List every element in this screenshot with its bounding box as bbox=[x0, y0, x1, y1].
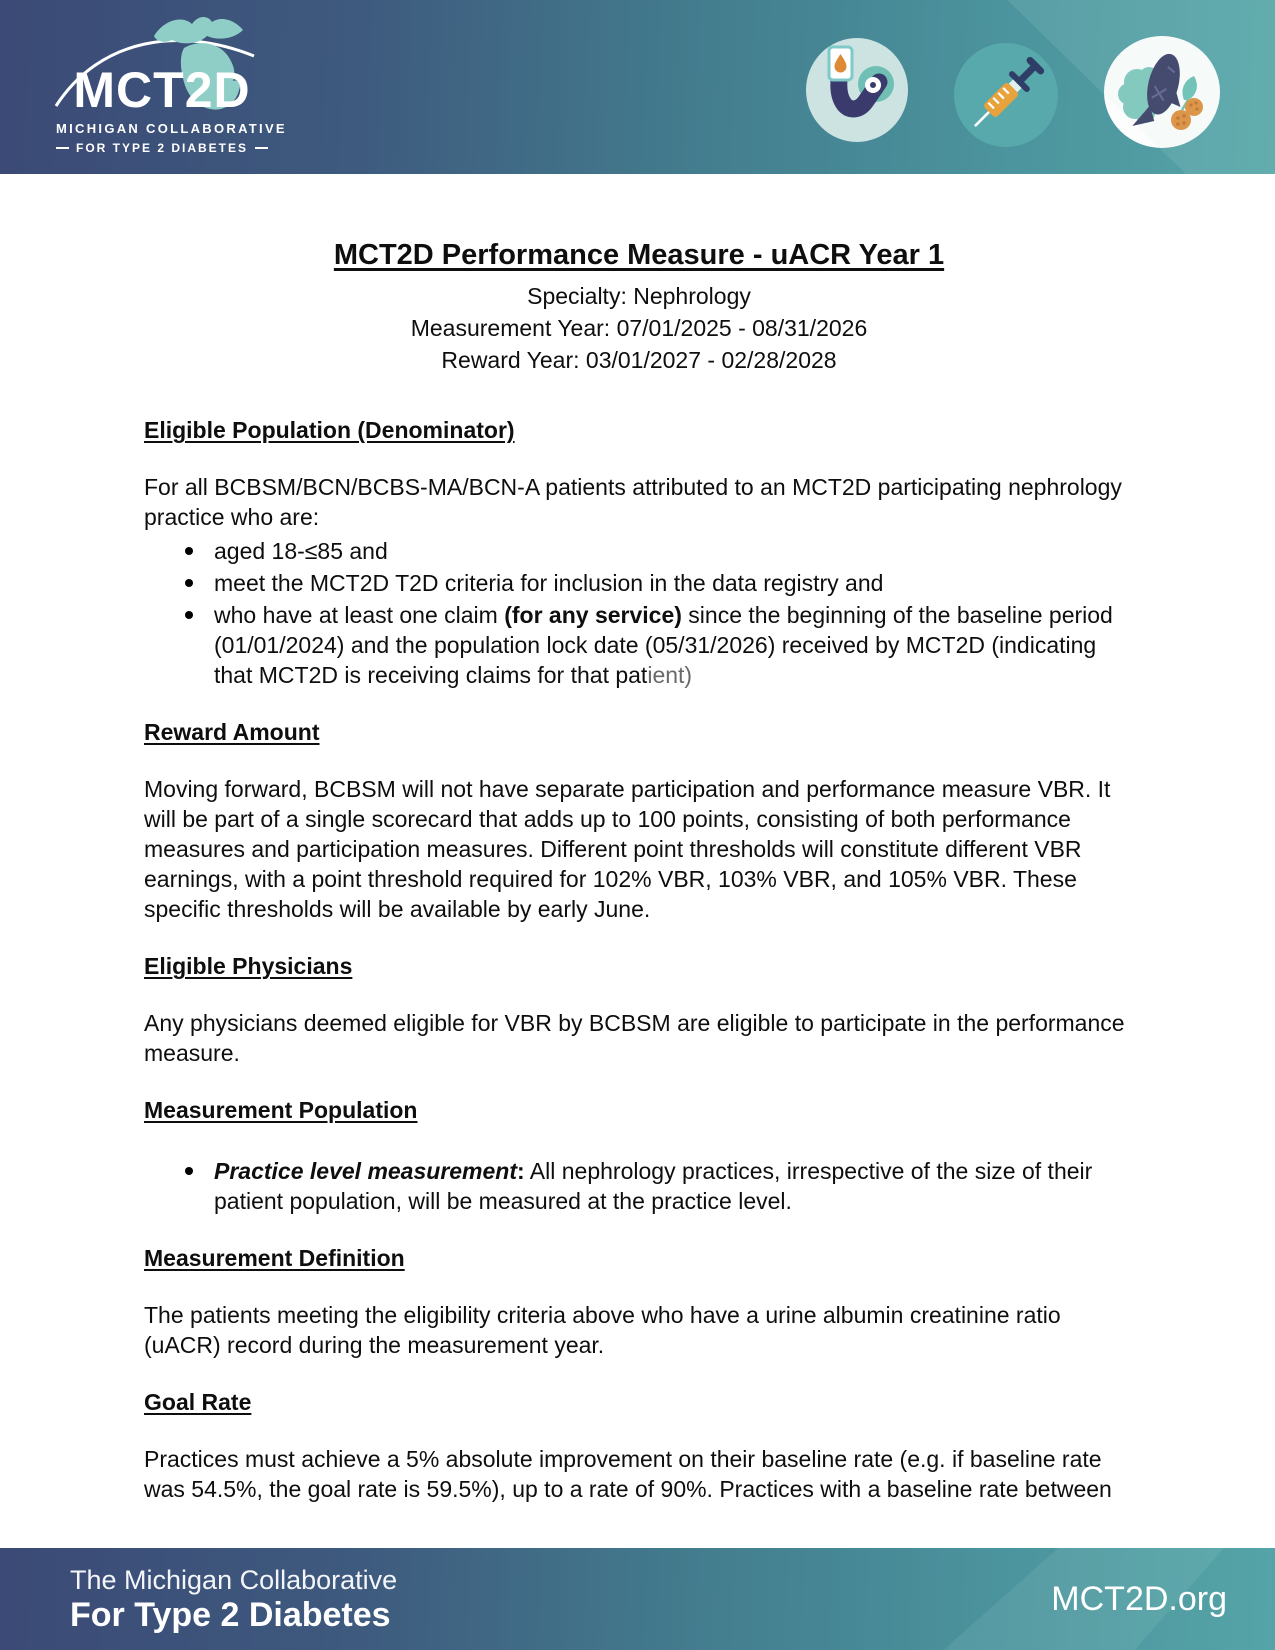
footer-content bbox=[0, 1548, 1275, 1650]
list-item: Practice level measurement: All nephrology practices, irrespective of the size of their patient population, will be measured at the practice level. bbox=[214, 1156, 1134, 1216]
heading-eligible-physicians: Eligible Physicians bbox=[144, 953, 353, 979]
tagline-text: FOR TYPE 2 DIABETES bbox=[75, 141, 249, 155]
tagline-right-dash bbox=[255, 147, 268, 149]
list-item: who have at least one claim (for any service) since the beginning of the baseline period (01/01/2024) and the population lock date (05/31/2026) received by MCT2D (indicating that MCT2D is receiving claims for that patient) bbox=[214, 600, 1134, 690]
paragraph-reward-amount: Moving forward, BCBSM will not have separate participation and performance measure VBR. It will be part of a single scorecard that adds up to 100 points, consisting of both performance measures and participation measures. Different point thresholds will constitute different VBR earnings, with a point threshold required for 102% VBR, 103% VBR, and 105% VBR. These specific thresholds will be available by early June. bbox=[144, 776, 1111, 922]
measurement-population-bullet-list bbox=[144, 1156, 1134, 1216]
title-block bbox=[144, 174, 1134, 388]
glucose-check-icon bbox=[806, 38, 908, 142]
mct2d-logo bbox=[56, 24, 287, 155]
heading-measurement-population: Measurement Population bbox=[144, 1097, 418, 1123]
document-body bbox=[144, 174, 1134, 1504]
footer-org-line1: The Michigan Collaborative bbox=[70, 1564, 398, 1595]
paragraph-eligible-physicians: Any physicians deemed eligible for VBR by BCBSM are eligible to participate in the performance measure. bbox=[144, 1010, 1125, 1066]
heading-eligible-population: Eligible Population (Denominator) bbox=[144, 417, 515, 443]
header-icons bbox=[806, 38, 1220, 148]
subtitle-specialty: Specialty: Nephrology bbox=[527, 283, 751, 309]
subtitle-reward-year: Reward Year: 03/01/2027 - 02/28/2028 bbox=[441, 347, 837, 373]
tagline-left-dash bbox=[56, 147, 69, 149]
eligible-population-bullet-list bbox=[144, 536, 1134, 690]
healthy-meal-icon bbox=[1104, 36, 1220, 148]
list-item: aged 18-≤85 and bbox=[214, 536, 1134, 566]
subtitle-measurement-year: Measurement Year: 07/01/2025 - 08/31/2026 bbox=[410, 315, 868, 341]
list-item: meet the MCT2D T2D criteria for inclusion in the data registry and bbox=[214, 568, 1134, 598]
logo-subtitle: MICHIGAN COLLABORATIVE bbox=[56, 121, 287, 136]
document-title: MCT2D Performance Measure - uACR Year 1 bbox=[333, 239, 945, 271]
footer-org-name bbox=[70, 1565, 397, 1634]
header-banner bbox=[0, 0, 1275, 174]
footer-website: MCT2D.org bbox=[1051, 1579, 1227, 1618]
logo-tagline bbox=[56, 141, 268, 155]
paragraph-eligible-population-intro: For all BCBSM/BCN/BCBS-MA/BCN-A patients attributed to an MCT2D participating nephrology practice who are: bbox=[144, 474, 1122, 530]
footer-banner bbox=[0, 1548, 1275, 1650]
footer-org-line2: For Type 2 Diabetes bbox=[70, 1595, 391, 1634]
heading-measurement-definition: Measurement Definition bbox=[144, 1245, 405, 1271]
heading-goal-rate: Goal Rate bbox=[144, 1389, 252, 1415]
paragraph-measurement-definition: The patients meeting the eligibility criteria above who have a urine albumin creatinine ratio (uACR) record during the measurement year. bbox=[144, 1302, 1061, 1358]
logo-wordmark: MCT2D bbox=[73, 62, 251, 118]
heading-reward-amount: Reward Amount bbox=[144, 719, 320, 745]
insulin-syringe-icon bbox=[954, 43, 1058, 147]
paragraph-goal-rate: Practices must achieve a 5% absolute improvement on their baseline rate (e.g. if baseline rate was 54.5%, the goal rate is 59.5%), up to a rate of 90%. Practices with a baseline rate between bbox=[144, 1446, 1112, 1502]
